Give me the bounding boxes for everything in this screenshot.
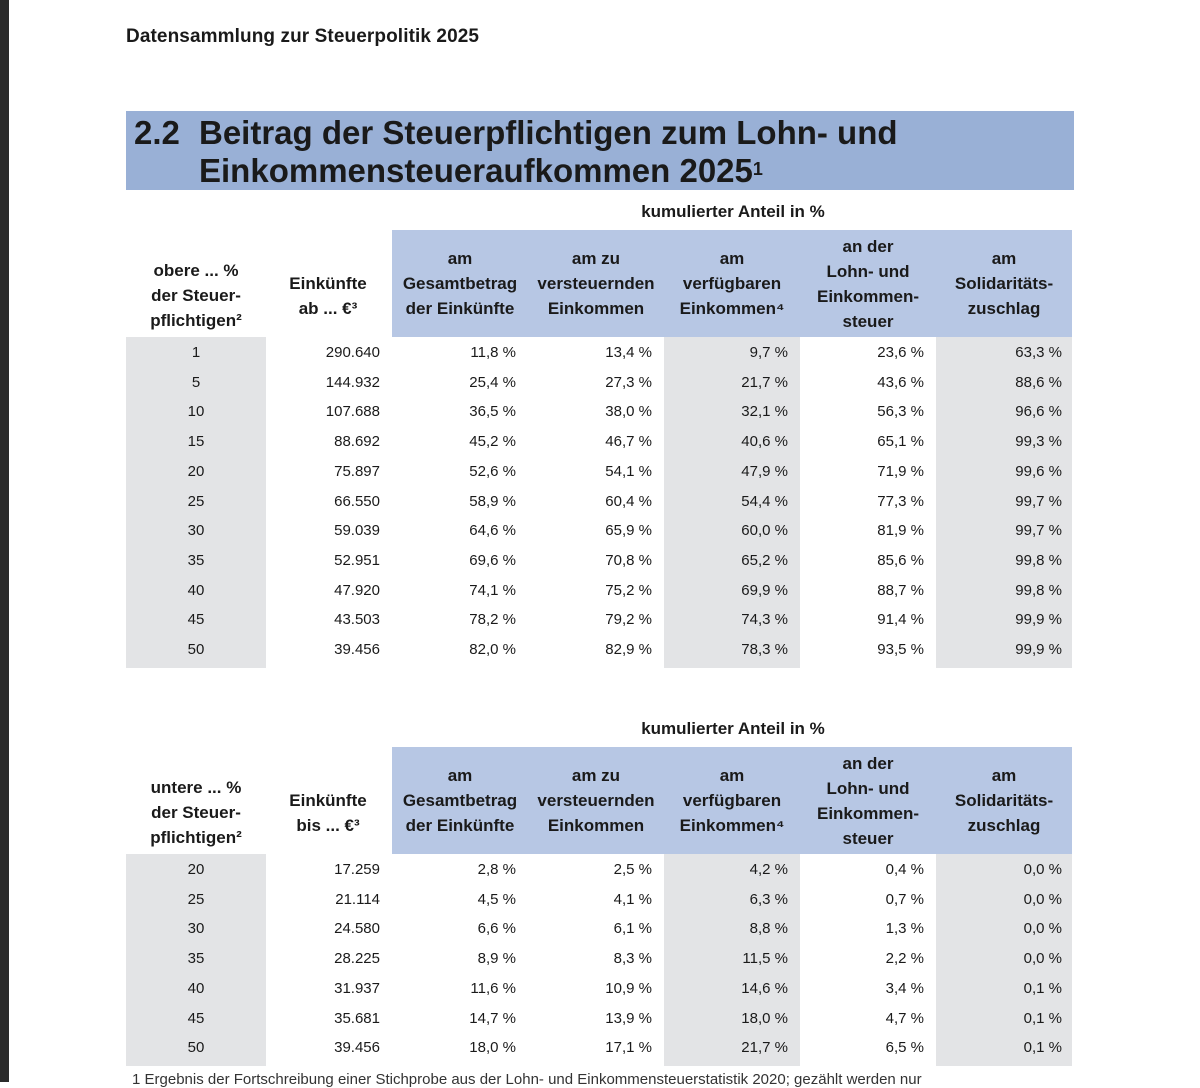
table-cell: 9,7 % (749, 344, 788, 361)
table-row (126, 974, 1074, 1004)
table-cell: 74,3 % (741, 611, 788, 629)
table-cell: 0,1 % (1023, 1009, 1062, 1027)
group-header: kumulierter Anteil in % (641, 202, 825, 221)
table-cell: 40 (187, 979, 205, 997)
header-line: zuschlag (967, 299, 1041, 318)
table-cell: 0,4 % (885, 861, 924, 878)
header-line: steuer (842, 311, 894, 331)
table-cell: 99,8 % (1015, 551, 1062, 569)
header-line: am (447, 766, 473, 785)
table-cell: 65,1 % (877, 433, 924, 451)
header-line: verfügbaren (682, 274, 782, 293)
table-cell: 23,6 % (877, 344, 924, 361)
column-header (936, 230, 1072, 337)
footnote: 1 Ergebnis der Fortschreibung einer Stichprobe aus der Lohn- und Einkommensteuerstatistik 2020; gezählt werden nur (132, 1071, 922, 1088)
header-line: pflichtigen² (150, 828, 242, 847)
table-cell: 63,3 % (1015, 344, 1062, 361)
table-cell: 82,0 % (469, 641, 516, 658)
header-line: Einkommen- (816, 286, 920, 306)
table-cell: 8,3 % (613, 950, 652, 968)
header-line: der Steuer- (151, 803, 241, 822)
table-cell: 75.897 (334, 462, 380, 480)
column-header-text (817, 751, 919, 851)
table-cell: 4,5 % (477, 890, 516, 908)
header-line: am (991, 766, 1017, 785)
header-line: versteuernden (537, 274, 655, 293)
table-cell: 85,6 % (877, 551, 924, 569)
table-cell: 65,2 % (741, 551, 788, 569)
header-line: am zu (571, 249, 621, 268)
table-cell: 2,2 % (885, 950, 924, 968)
table-cell: 13,9 % (605, 1009, 652, 1027)
table-cell: 24.580 (334, 920, 380, 938)
header-line: steuer (842, 828, 894, 848)
table-cell: 0,0 % (1023, 890, 1062, 908)
table-cell: 6,3 % (749, 890, 788, 908)
table-cell: 30 (187, 920, 205, 938)
column-header-text (817, 234, 919, 334)
header-line: bis ... €³ (296, 816, 360, 835)
header-line: ab ... €³ (298, 299, 358, 318)
table-row (126, 427, 1074, 457)
header-line: Einkünfte (289, 274, 367, 293)
table-bottom-earners (126, 715, 1074, 1063)
table-cell: 91,4 % (877, 611, 924, 629)
header-line: Einkommen- (816, 803, 920, 823)
table-cell: 10,9 % (605, 979, 652, 997)
table-cell: 78,2 % (469, 611, 516, 629)
header-line: der Einkünfte (405, 299, 515, 318)
table-cell: 88.692 (334, 433, 380, 451)
section-number: 2.2 (134, 114, 180, 151)
table-cell: 0,7 % (885, 890, 924, 908)
footnote-ref: 1 (752, 159, 763, 179)
table-cell: 99,7 % (1015, 522, 1062, 540)
table-cell: 28.225 (334, 950, 380, 968)
header-line: Lohn- und (826, 261, 910, 281)
table-cell: 4,7 % (885, 1009, 924, 1027)
table-cell: 60,4 % (605, 492, 652, 510)
header-line: verfügbaren (682, 791, 782, 810)
table-row (126, 546, 1074, 576)
table-cell: 35 (187, 950, 205, 968)
table-cell: 0,1 % (1023, 979, 1062, 997)
table-cell: 8,9 % (477, 950, 516, 968)
table-cell: 5 (191, 373, 201, 391)
header-line: untere ... % (150, 778, 242, 797)
table-row (126, 397, 1074, 427)
window-edge (0, 0, 9, 1082)
table-row (126, 855, 1074, 885)
table-cell: 52.951 (334, 551, 380, 569)
column-header (800, 747, 936, 854)
table-cell: 18,0 % (741, 1009, 788, 1027)
table-cell: 60,0 % (741, 522, 788, 540)
header-line: am (719, 249, 745, 268)
table-cell: 4,2 % (749, 861, 788, 878)
table-cell: 45 (187, 611, 205, 629)
section-heading (126, 111, 1074, 190)
table-cell: 54,4 % (741, 492, 788, 510)
header-line: an der (842, 753, 894, 773)
header-line: am (447, 249, 473, 268)
table-cell: 144.932 (325, 373, 380, 391)
header-line: obere ... % (153, 261, 239, 280)
header-line: Gesamtbetrag (402, 791, 518, 810)
table-cell: 43,6 % (877, 373, 924, 391)
column-header (800, 230, 936, 337)
table-cell: 59.039 (334, 522, 380, 540)
table-cell: 69,6 % (469, 551, 516, 569)
table-cell: 18,0 % (469, 1039, 516, 1057)
table-cell: 88,7 % (877, 581, 924, 599)
column-header (528, 747, 664, 854)
table-cell: 2,8 % (477, 861, 516, 878)
table-cell: 13,4 % (605, 344, 652, 361)
table-cell: 6,5 % (885, 1039, 924, 1057)
column-header (664, 230, 800, 337)
column-header (392, 747, 528, 854)
header-income (266, 271, 390, 321)
table-cell: 11,5 % (742, 950, 788, 968)
table-cell: 93,5 % (877, 641, 924, 658)
table-cell: 21,7 % (741, 1039, 788, 1057)
table-cell: 32,1 % (741, 403, 788, 421)
table-cell: 78,3 % (741, 641, 788, 658)
header-line: am (991, 249, 1017, 268)
table-cell: 46,7 % (605, 433, 652, 451)
header-line: Solidaritäts- (954, 791, 1054, 810)
column-header-text (537, 763, 654, 838)
table-cell: 35.681 (334, 1009, 380, 1027)
table-cell: 43.503 (334, 611, 380, 629)
table-cell: 11,6 % (470, 979, 516, 997)
table-cell: 47.920 (334, 581, 380, 599)
header-line: Gesamtbetrag (402, 274, 518, 293)
table-cell: 25 (187, 890, 205, 908)
header-line: am zu (571, 766, 621, 785)
table-cell: 38,0 % (605, 403, 652, 421)
table-row (126, 487, 1074, 517)
header-line: an der (842, 236, 894, 256)
table-cell: 17,1 % (605, 1039, 652, 1057)
column-header-text (955, 763, 1053, 838)
header-income (266, 788, 390, 838)
header-line: pflichtigen² (150, 311, 242, 330)
table-cell: 99,6 % (1015, 462, 1062, 480)
column-header (392, 230, 528, 337)
table-cell: 20 (187, 861, 205, 878)
table-cell: 27,3 % (605, 373, 652, 391)
table-cell: 290.640 (325, 344, 380, 361)
header-line: Einkommen (547, 299, 645, 318)
table-cell: 8,8 % (749, 920, 788, 938)
header-percentile (126, 775, 266, 850)
table-cell: 35 (187, 551, 205, 569)
table-cell: 4,1 % (613, 890, 652, 908)
table-top-earners (126, 198, 1074, 664)
table-cell: 45 (187, 1009, 205, 1027)
section-title-line1: Beitrag der Steuerpflichtigen zum Lohn- und (199, 114, 898, 151)
table-cell: 30 (187, 522, 205, 540)
table-cell: 1,3 % (885, 920, 924, 938)
table-cell: 0,1 % (1023, 1039, 1062, 1057)
table-cell: 17.259 (334, 861, 380, 878)
header-line: am (719, 766, 745, 785)
table-cell: 107.688 (325, 403, 380, 421)
table-row (126, 516, 1074, 546)
table-cell: 11,8 % (470, 344, 516, 361)
column-header-text (403, 763, 517, 838)
header-line: Lohn- und (826, 778, 910, 798)
table-cell: 79,2 % (605, 611, 652, 629)
table-cell: 40 (187, 581, 205, 599)
group-header: kumulierter Anteil in % (641, 719, 825, 738)
column-header (936, 747, 1072, 854)
header-line: zuschlag (967, 816, 1041, 835)
table-row (126, 885, 1074, 915)
table-cell: 2,5 % (613, 861, 652, 878)
table-cell: 50 (187, 1039, 205, 1057)
header-line: Einkünfte (289, 791, 367, 810)
running-head: Datensammlung zur Steuerpolitik 2025 (126, 26, 480, 47)
table-row (126, 576, 1074, 606)
table-cell: 70,8 % (605, 551, 652, 569)
column-header-text (537, 246, 654, 321)
table-cell: 64,6 % (469, 522, 516, 540)
table-cell: 6,6 % (477, 920, 516, 938)
table-cell: 77,3 % (877, 492, 924, 510)
column-header-text (403, 246, 517, 321)
table-row (126, 457, 1074, 487)
table-cell: 1 (191, 344, 201, 361)
column-header-text (955, 246, 1053, 321)
table-cell: 99,8 % (1015, 581, 1062, 599)
table-cell: 25,4 % (469, 373, 516, 391)
column-header (528, 230, 664, 337)
table-cell: 14,7 % (469, 1009, 516, 1027)
table-cell: 14,6 % (741, 979, 788, 997)
header-line: Einkommen⁴ (679, 299, 785, 318)
table-cell: 21.114 (335, 890, 380, 908)
table-cell: 54,1 % (605, 462, 652, 480)
table-row (126, 1004, 1074, 1034)
table-cell: 99,9 % (1015, 611, 1062, 629)
section-title (199, 114, 898, 190)
table-cell: 66.550 (334, 492, 380, 510)
column-header (664, 747, 800, 854)
table-cell: 20 (187, 462, 205, 480)
table-cell: 99,9 % (1015, 641, 1062, 658)
table-cell: 40,6 % (741, 433, 788, 451)
table-cell: 39.456 (334, 1039, 380, 1057)
table-cell: 52,6 % (469, 462, 516, 480)
table-cell: 58,9 % (469, 492, 516, 510)
table-row (126, 944, 1074, 974)
table-cell: 99,7 % (1015, 492, 1062, 510)
table-cell: 36,5 % (469, 403, 516, 421)
table-cell: 88,6 % (1015, 373, 1062, 391)
table-cell: 3,4 % (885, 979, 924, 997)
table-cell: 69,9 % (741, 581, 788, 599)
table-cell: 81,9 % (877, 522, 924, 540)
header-line: versteuernden (537, 791, 655, 810)
header-line: Einkommen (547, 816, 645, 835)
table-cell: 65,9 % (605, 522, 652, 540)
table-row (126, 914, 1074, 944)
header-line: Einkommen⁴ (679, 816, 785, 835)
header-line: der Einkünfte (405, 816, 515, 835)
table-cell: 75,2 % (605, 581, 652, 599)
table-cell: 82,9 % (605, 641, 652, 658)
section-title-line2: Einkommensteueraufkommen 2025$^1$ (199, 152, 763, 189)
table-cell: 74,1 % (469, 581, 516, 599)
table-cell: 6,1 % (613, 920, 652, 938)
table-cell: 39.456 (334, 641, 380, 658)
table-cell: 15 (187, 433, 205, 451)
table-cell: 31.937 (334, 979, 380, 997)
header-line: Solidaritäts- (954, 274, 1054, 293)
column-header-text (680, 763, 785, 838)
table-cell: 25 (187, 492, 205, 510)
table-cell: 10 (187, 403, 205, 421)
column-header-text (680, 246, 785, 321)
table-row (126, 635, 1074, 665)
table-cell: 0,0 % (1023, 920, 1062, 938)
table-cell: 21,7 % (741, 373, 788, 391)
table-row (126, 605, 1074, 635)
table-cell: 0,0 % (1023, 861, 1062, 878)
table-cell: 0,0 % (1023, 950, 1062, 968)
table-cell: 47,9 % (741, 462, 788, 480)
table-cell: 50 (187, 641, 205, 658)
table-row (126, 1033, 1074, 1063)
table-cell: 45,2 % (469, 433, 516, 451)
header-line: der Steuer- (151, 286, 241, 305)
table-cell: 71,9 % (877, 462, 924, 480)
table-cell: 99,3 % (1015, 433, 1062, 451)
table-row (126, 368, 1074, 398)
table-cell: 96,6 % (1015, 403, 1062, 421)
header-percentile (126, 258, 266, 333)
table-row (126, 338, 1074, 368)
table-cell: 56,3 % (877, 403, 924, 421)
